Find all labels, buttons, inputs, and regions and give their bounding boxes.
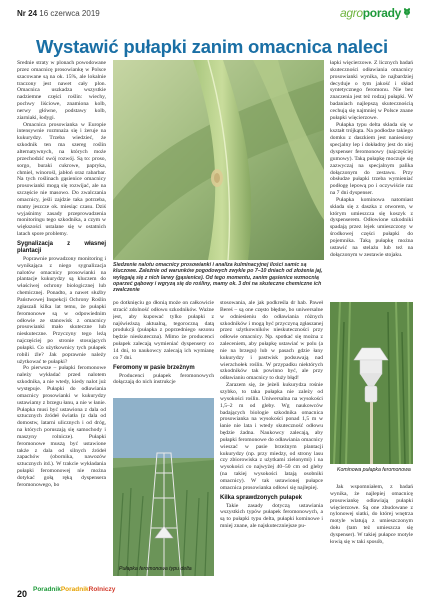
magazine-name-part: Rolniczy <box>88 586 116 593</box>
page-number: 20 <box>17 589 28 599</box>
photo-caption: Kominowa pułapka feromonowa <box>337 467 411 473</box>
corn-leaf-photo <box>113 60 324 260</box>
brand-logo <box>340 6 412 20</box>
funnel-trap-image <box>330 302 413 464</box>
column-4-continued <box>330 484 413 584</box>
paragraph: Pułapka kominowa natomiast składa się z daszka z otworem, w którym umieszcza się koszyk z dyspenserem. Odłowione szkodniki spadają przez lejek umieszczony w środkowej części pułapki do pojemnika. Taką pułapkę można ustawić na stelażu lub też na dołączonym w zestawie stojaku. <box>330 196 413 258</box>
issue-number: Nr 24 <box>17 9 38 18</box>
paragraph: łapki więcierzowe. Z licznych badań skuteczności odławiania omacnicy prosowianki wynika, że najbardziej decyduje o tym jakość i skład syntetycznego feromonu. Nie bez znaczenia jest też rodzaj pułapki. W badaniach najlepszą skutecznością cechują się najmniej w Polsce znane pułapki więcierzowe. <box>330 60 413 121</box>
paragraph: Zarazem się, że jeżeli kukurydza rośnie szybko, to taka pułapka nie zależy od wysokości roślin. Uniwersalna na wysokości 1,5–2 m od gleby. Wg naukowców badających biologie szkodnika omacnica prosowianka na wysokości ponad 1,5 m w łanie nie lata i wtedy skuteczność odłowu będzie żadna. Naukowcy zalecają, aby pułapki feromonowe do odławiania omacnicy wieszać w pasie brzeżnym plantacji kukurydzy (np. przy miedzy, od strony lasu czy zbiorowiska z użytkami zielonymi) i na wysokości co najwyżej 40–50 cm od gleby (na takiej wysokości latają osobniki omacnicy). W tak ustawionej pułapce omacnica prosowianka odłowi się najlepiej. <box>220 382 323 491</box>
photo-caption: Pułapka feromonowa typu delta <box>119 566 192 572</box>
photo-caption: Siedzenie nalotu omacnicy prosowianki i analiza kulminacyjnej ilości samic są kluczowe. Zależnie od warunków pogodowych zwykle po 7–10 dniach od złożenia jaj, wylęgają się z nich larwy (gąsienice). Od tego momentu, zanim gąsienice wzmocnią oparzeć gąbowy i wgryzą się do rośliny, mamy ok. 3 dni na skuteczne chemiczne ich zwalczenie <box>113 262 323 294</box>
magazine-name-part: Poradnik <box>60 586 89 593</box>
delta-trap-photo <box>113 398 214 576</box>
paragraph: stosowania, ale jak podkreśla dr hab. Paweł Bereś – są one często błędne, bo uniwersalne w odniesieniu do odławiania różnych szkodników i mogą być przyczyną zgłaszanej przez użytkowników nieskuteczności przy odłowie omacnicy. Np. spotkać się można z zaleceniem, aby pułapkę ustawiać w polu (a nie na brzegu) lub w pasach gdzie łany kukurydzy i pastwisk podsuwają nad wierzchołek roślin. W przypadku niektórych szkodników tak powinno być, ale przy odławianiu omacnicy to duży błąd! <box>220 300 323 382</box>
paragraph: Poprawnie prowadzony monitoring i wynikająca z niego sygnalizacja nalotów omacnicy prosowianki na plantacje kukurydzy są kluczem do właściwej ochrony biologicznej lub chemicznej. Ponadto, a nawet służby Państwowej Inspekcji Ochrony Roślin zgłaszali kilka lat temu, że pułapki feromonowe są w odpowiednim odłowie ze stanowisk z omacnicy prosowianki mało skuteczne lub nieskuteczne. Przyczyny tego leżą najczęściej po stronie stosujących pułapki. Co użytkownicy tych pułapek robili źle? Jak poprawnie należy użytkować te pułapki? <box>17 255 106 365</box>
column-3 <box>220 300 323 584</box>
section-heading: Feromony w pasie brzeżnym <box>113 364 195 371</box>
paragraph: Średnie straty w plonach powodowane przez omacnicę prosowiankę w Polsce szacowane są na ok. 15%, ale lokalnie traczony jest nawet cały plon. Omacnica uszkadza wszystkie nadziemne części roślin: wiechy, pochwy liściowe, znamiona kolb, nerwy główne, podstawy kolb, ziarniaki, łodygi. <box>17 60 106 121</box>
article-title: Wystawić pułapki zanim omacnica naleci <box>36 36 388 57</box>
brand-part-b: porady <box>362 6 401 20</box>
paragraph: Takie zasady dotyczą ustawiania wszystkich typów pułapek feromonowych, a są to pułapki typu delta, pułapki kominowe i mniej znane, ale najskuteczniejsze pu- <box>220 502 323 530</box>
column-1 <box>17 60 106 584</box>
column-4 <box>330 60 413 300</box>
issue-info <box>17 9 100 18</box>
paragraph: Omacnica prosowianka w Europie intensywnie rozmnaża się i żeruje na kukurydzy. Trzeba wiedzieć, że szkodnik ten ma szereg roślin alternatywnych, na których może przechodzić swój rozwój. Są to: proso, sorgo, buraki cukrowe, papryka, chmiel, winorośl, jabłoń oraz rabarbar. Na tych roślinach gąsienice omacnicy prosowianki mogą się rozwijać, ale na szczęście nie masowo. Do zwalczania omacnicy, jeśli zajdzie taka potrzeba, mamy jeszcze ok. miesiąc czasu. Dziś wyjaśnimy zasady przeprowadzenia monitoringu tego szkodnika, a czym w większości ustalane się w ostatnich latach spore problemy. <box>17 121 106 238</box>
paragraph: po dotknięciu go dłonią może on całkowicie stracić zdolność odłowu szkodników. Ważne jest, aby kupować tylko pułapki z najświeższą aktualną, tegoroczną datą produkcji (pułapka z poprzedniego sezonu będzie nieskuteczna). Mimo że producenci pułapek zalecają wymieniać dyspensery co 14 dni, to naukowcy zalecają ich wymianę co 7 dni. <box>113 300 214 361</box>
funnel-trap-photo <box>330 302 413 464</box>
paragraph: Pułapka typu delta składa się w kształt trójkąta. Na podłodze takiego domku z daszkiem jest naniesiony specjalny lep i dokładny jest do niej dyspenser feromonowy (najczęściej gumowy). Taką pułapkę moczuje się zazwyczaj na specjalnym palika dołączonym do zestawu. Przy obsłudze pułapki trzeba wymieniać podłogę lepową po i oczywiście raz na 7 dni dyspenser. <box>330 121 413 197</box>
page-header <box>17 8 412 24</box>
page-footer <box>17 584 116 599</box>
issue-date: 16 czerwca 2019 <box>39 9 100 18</box>
paragraph: Producenci pułapek feromonowych dołączają do nich instrukcje <box>113 372 214 386</box>
magazine-name <box>33 586 115 593</box>
column-2 <box>113 300 214 395</box>
wheat-icon <box>402 7 412 18</box>
delta-trap-image <box>113 398 214 576</box>
section-heading: Kilka sprawdzonych pułapek <box>220 494 303 501</box>
brand-part-a: agro <box>339 6 363 20</box>
corn-leaf-image <box>113 60 324 260</box>
magazine-name-part: Poradnik <box>33 586 61 593</box>
paragraph: Po pierwsze – pułapki feromonowe należy wykładać przed nalotem szkodnika, a nie wtedy, kiedy nalot już występuje. Pułapki do odławiania omacnicy prosowianki w kukurydzy ustawiamy z brzegu łanu, a nie w łanie. Pułapka musi być ustawiona z dala od sztucznych źródeł światła (z dala od domostw, latarni ulicznych i od dróg, na których poruszają się samochody i maszyny rolnicze). Pułapki feromonowe muszą być ustawione także z dala od silnych źródeł zapachów (obornika, nawozów sztucznych itd.). W trakcie wykładania pułapki feromonowej nie można dotykać gołą ręką dyspensera feromonowego, bo <box>17 365 106 488</box>
section-heading: Sygnalizacja z własnej plantacji <box>17 240 106 254</box>
paragraph: Jak wspomniałem, z badań wynika, że najlepiej omacnicę prosowiankę odławiają pułapki więcierzowe. Są one zbudowane z nylonowej siatki, do której wnętrza motyle wlatują z umieszczonym dołu (tam też umieszcza się dyspenser). W takiej pułapce motyle łowią się w taki sposób, <box>330 484 413 545</box>
